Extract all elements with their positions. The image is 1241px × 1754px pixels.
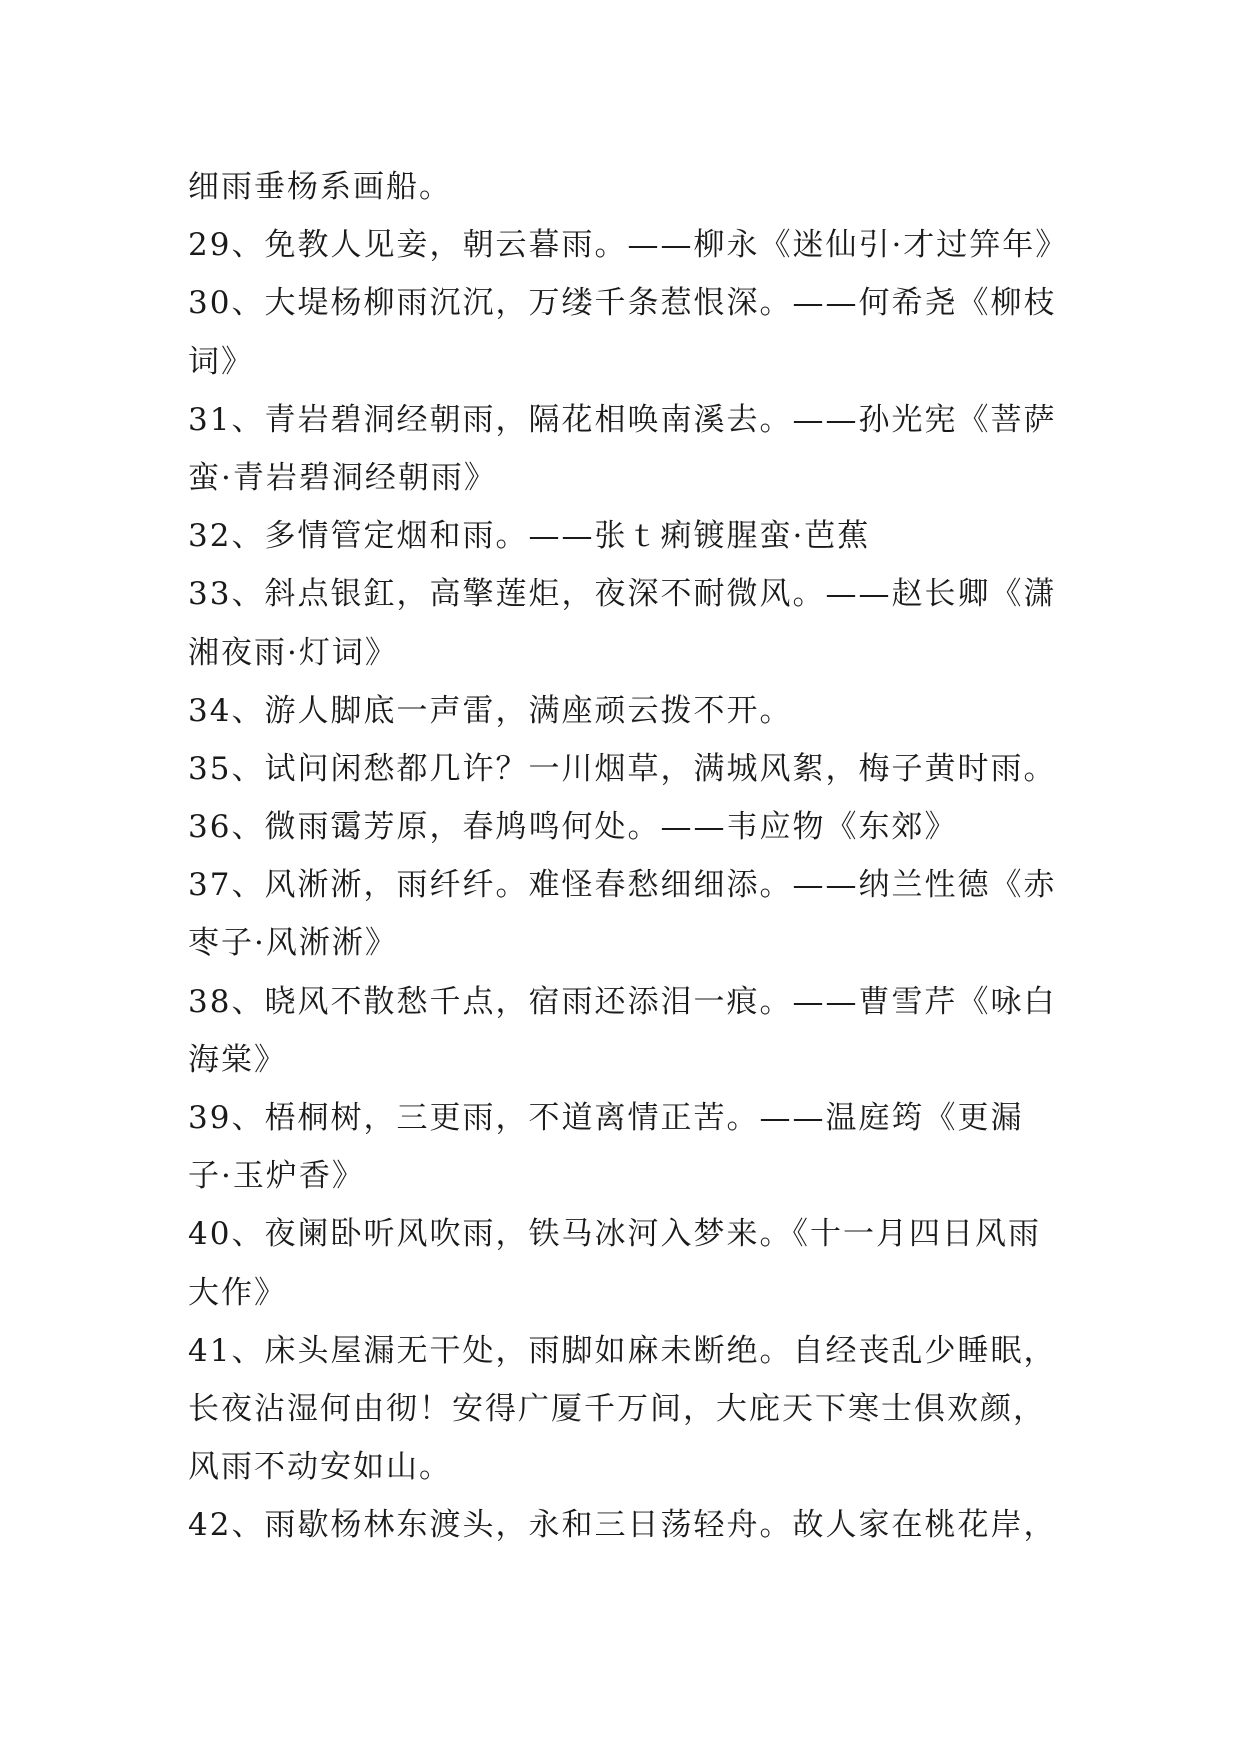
text-line: 细雨垂杨系画船。 <box>188 169 452 205</box>
poem-list <box>188 158 1068 1555</box>
text-line: 36、微雨霭芳原，春鸠鸣何处。——韦应物《东郊》 <box>188 809 958 846</box>
text-line: 39、梧桐树，三更雨，不道离情正苦。——温庭筠《更漏 <box>188 1100 1024 1136</box>
text-line: 42、雨歇杨林东渡头，永和三日荡轻舟。故人家在桃花岸， <box>188 1507 1057 1544</box>
text-line: 枣子·风淅淅》 <box>188 925 398 962</box>
text-line: 海棠》 <box>188 1041 287 1078</box>
text-line: 38、晓风不散愁千点，宿雨还添泪一痕。——曹雪芹《咏白 <box>188 983 1057 1020</box>
text-line: 31、青岩碧洞经朝雨，隔花相唤南溪去。——孙光宪《菩萨 <box>188 401 1057 438</box>
text-line: 33、斜点银釭，高擎莲炬，夜深不耐微风。——赵长卿《潇 <box>188 576 1057 613</box>
text-line: 子·玉炉香》 <box>188 1158 365 1195</box>
text-line: 长夜沾湿何由彻！安得广厦千万间，大庇天下寒士俱欢颜， <box>188 1390 1046 1427</box>
text-line: 蛮·青岩碧洞经朝雨》 <box>188 459 497 496</box>
text-line: 湘夜雨·灯词》 <box>188 634 398 671</box>
text-line: 词》 <box>188 343 254 380</box>
text-line: 41、床头屋漏无干处，雨脚如麻未断绝。自经丧乱少睡眠， <box>188 1332 1057 1369</box>
text-line: 30、大堤杨柳雨沉沉，万缕千条惹恨深。——何希尧《柳枝 <box>188 285 1057 322</box>
text-line: 37、风淅淅，雨纤纤。难怪春愁细细添。——纳兰性德《赤 <box>188 867 1057 904</box>
text-line: 34、游人脚底一声雷，满座顽云拨不开。 <box>188 692 793 729</box>
text-line: 29、免教人见妾，朝云暮雨。——柳永《迷仙引·才过笄年》 <box>188 227 1069 264</box>
text-line: 35、试问闲愁都几许？一川烟草，满城风絮，梅子黄时雨。 <box>188 750 1057 787</box>
text-line: 40、夜阑卧听风吹雨，铁马冰河入梦来。《十一月四日风雨 <box>188 1216 1041 1253</box>
text-line: 32、多情管定烟和雨。——张ｔ痢镀腥蛮·芭蕉 <box>188 518 871 555</box>
text-line: 大作》 <box>188 1274 287 1311</box>
text-line: 风雨不动安如山。 <box>188 1449 452 1486</box>
